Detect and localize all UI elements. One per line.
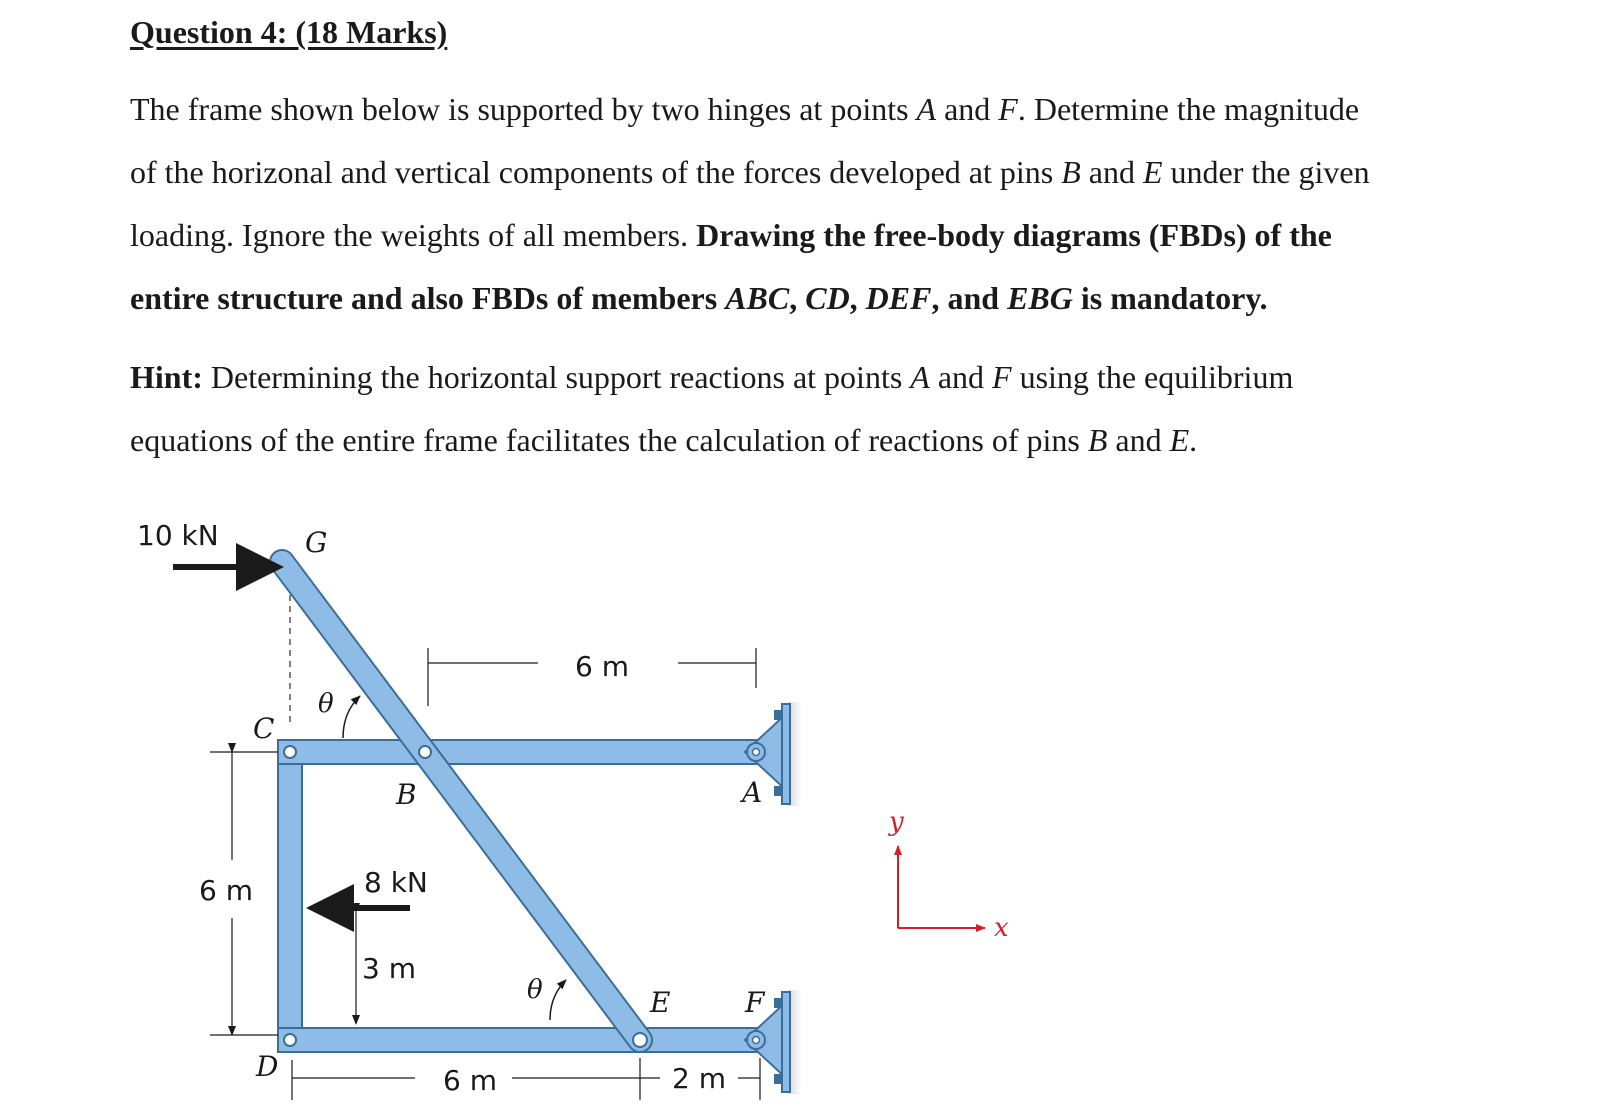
hint-label: Hint: bbox=[130, 359, 203, 395]
label-a: A bbox=[742, 776, 763, 809]
text: . Determine the magnitude bbox=[1017, 91, 1360, 127]
text: under the given bbox=[1162, 154, 1370, 190]
text: using the equilibrium bbox=[1011, 359, 1294, 395]
text: , bbox=[789, 280, 806, 316]
var-b: B bbox=[1087, 422, 1108, 458]
label-f: F bbox=[745, 986, 765, 1019]
member-abc-bar bbox=[278, 740, 758, 764]
pin-b bbox=[419, 746, 431, 758]
label-b: B bbox=[396, 778, 417, 811]
text: and bbox=[929, 359, 993, 395]
text: equations of the entire frame facilitates the calculation of reactions of pins bbox=[130, 422, 1088, 458]
var-a: A bbox=[910, 359, 930, 395]
text: and bbox=[1080, 154, 1143, 190]
var-a: A bbox=[916, 91, 937, 127]
text: and bbox=[936, 91, 999, 127]
theta-arc-top bbox=[343, 696, 360, 738]
member-def: DEF bbox=[865, 280, 932, 316]
dim-label-bottom-right: 2 m bbox=[672, 1062, 726, 1095]
text: . bbox=[1189, 422, 1198, 458]
label-c: C bbox=[253, 712, 275, 745]
member-cd-bar bbox=[278, 740, 302, 1028]
var-f: F bbox=[992, 359, 1012, 395]
label-g: G bbox=[305, 526, 328, 559]
coordinate-axes bbox=[898, 846, 985, 928]
text: loading. Ignore the weights of all members. bbox=[130, 217, 697, 253]
theta-top-label: θ bbox=[318, 689, 334, 719]
var-b: B bbox=[1061, 154, 1081, 190]
bold-text: Drawing the free-body diagrams (FBDs) of the bbox=[696, 217, 1332, 253]
text: and bbox=[1107, 422, 1170, 458]
text: entire structure and also FBDs of members bbox=[130, 280, 726, 316]
pin-c bbox=[284, 746, 296, 758]
var-f: F bbox=[998, 91, 1018, 127]
pin-d bbox=[284, 1034, 296, 1046]
text: is mandatory. bbox=[1072, 280, 1268, 316]
var-e: E bbox=[1169, 422, 1190, 458]
dim-label-left: 6 m bbox=[199, 874, 253, 907]
text: Determining the horizontal support reactions at points bbox=[202, 359, 911, 395]
member-def-bar bbox=[278, 1028, 758, 1052]
text: , bbox=[849, 280, 866, 316]
theta-bottom-label: θ bbox=[527, 975, 543, 1005]
text: of the horizonal and vertical components of the forces developed at pins bbox=[130, 154, 1062, 190]
question-title: Question 4: (18 Marks) bbox=[130, 14, 448, 50]
text: The frame shown below is supported by two hinges at points bbox=[130, 91, 917, 127]
member-ebg-bar bbox=[282, 562, 640, 1040]
dim-label-top: 6 m bbox=[575, 650, 629, 683]
member-ebg: EBG bbox=[1007, 280, 1073, 316]
axis-label-y: y bbox=[889, 807, 904, 837]
member-abc: ABC bbox=[725, 280, 790, 316]
pin-e bbox=[633, 1033, 647, 1047]
label-e: E bbox=[650, 986, 671, 1019]
label-d: D bbox=[256, 1050, 279, 1083]
load-label-10kn: 10 kN bbox=[137, 519, 219, 552]
load-label-8kn: 8 kN bbox=[364, 866, 428, 899]
axis-label-x: x bbox=[994, 913, 1009, 943]
member-cd: CD bbox=[805, 280, 850, 316]
text: , and bbox=[931, 280, 1008, 316]
theta-arc-bottom bbox=[550, 980, 566, 1020]
var-e: E bbox=[1142, 154, 1163, 190]
dim-label-bottom: 6 m bbox=[443, 1064, 497, 1097]
dim-label-load-height: 3 m bbox=[362, 952, 416, 985]
